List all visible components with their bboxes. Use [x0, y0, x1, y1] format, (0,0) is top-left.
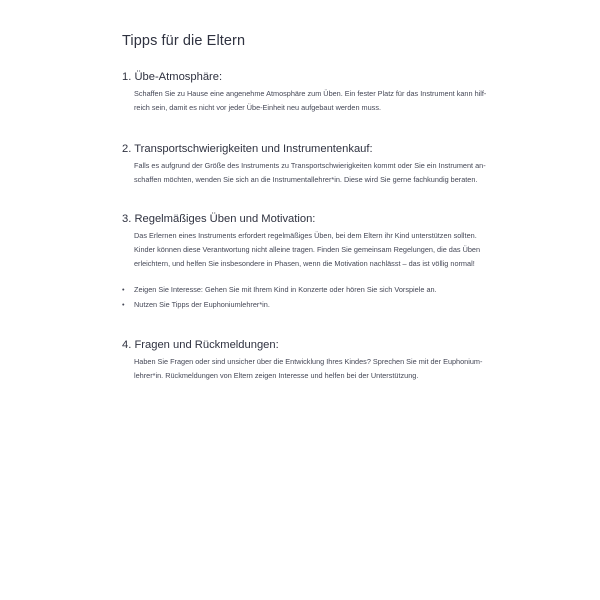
section-body: [134, 355, 490, 383]
bullet-icon: •: [122, 299, 125, 309]
body-line: Das Erlernen eines Instruments erfordert regelmäßiges Üben, bei dem Eltern ihr Kind unterstützen sollten.: [134, 231, 477, 240]
section-body: [134, 229, 490, 271]
body-line: erleichtern, und helfen Sie insbesondere in Phasen, wenn die Motivation nachlässt – das ist völlig normal!: [134, 259, 475, 268]
section-heading: 3. Regelmäßiges Üben und Motivation:: [122, 213, 316, 225]
section-body: [134, 159, 490, 187]
section-practice-atmosphere: [122, 71, 490, 115]
section-questions-feedback: [122, 339, 490, 383]
page-title: Tipps für die Eltern: [122, 33, 246, 49]
body-line: Schaffen Sie zu Hause eine angenehme Atmosphäre zum Üben. Ein fester Platz für das Instrument kann hilf-: [134, 89, 487, 98]
section-body: [134, 87, 490, 115]
section-heading: 2. Transportschwierigkeiten und Instrumentenkauf:: [122, 143, 373, 155]
section-transport-purchase: [122, 143, 490, 187]
body-line: reich sein, damit es nicht vor jeder Übe-Einheit neu aufgebaut werden muss.: [134, 103, 382, 112]
section-heading: 1. Übe-Atmosphäre:: [122, 71, 223, 83]
list-item: [122, 298, 490, 313]
bullet-list: [122, 283, 490, 312]
list-item: [122, 283, 490, 298]
body-line: Haben Sie Fragen oder sind unsicher über die Entwicklung Ihres Kindes? Sprechen Sie mit der Euphonium-: [134, 357, 483, 366]
body-line: Kinder können diese Verantwortung nicht alleine tragen. Finden Sie gemeinsam Regelungen, die das Üben: [134, 245, 481, 254]
section-heading: 4. Fragen und Rückmeldungen:: [122, 339, 279, 351]
list-item-text: Nutzen Sie Tipps der Euphoniumlehrer*in.: [134, 299, 270, 309]
section-practice-motivation: [122, 213, 490, 271]
body-line: schaffen möchten, wenden Sie sich an die Instrumentallehrer*in. Diese wird Sie gerne fachkundig beraten.: [134, 175, 478, 184]
bullet-icon: •: [122, 285, 125, 294]
body-line: lehrer*in. Rückmeldungen von Eltern zeigen Interesse und helfen bei der Unterstützung.: [134, 371, 419, 380]
body-line: Falls es aufgrund der Größe des Instruments zu Transportschwierigkeiten kommt oder Sie ein Instrument an-: [134, 161, 486, 170]
list-item-text: Zeigen Sie Interesse: Gehen Sie mit Ihrem Kind in Konzerte oder hören Sie sich Vorspiele an.: [134, 285, 437, 294]
